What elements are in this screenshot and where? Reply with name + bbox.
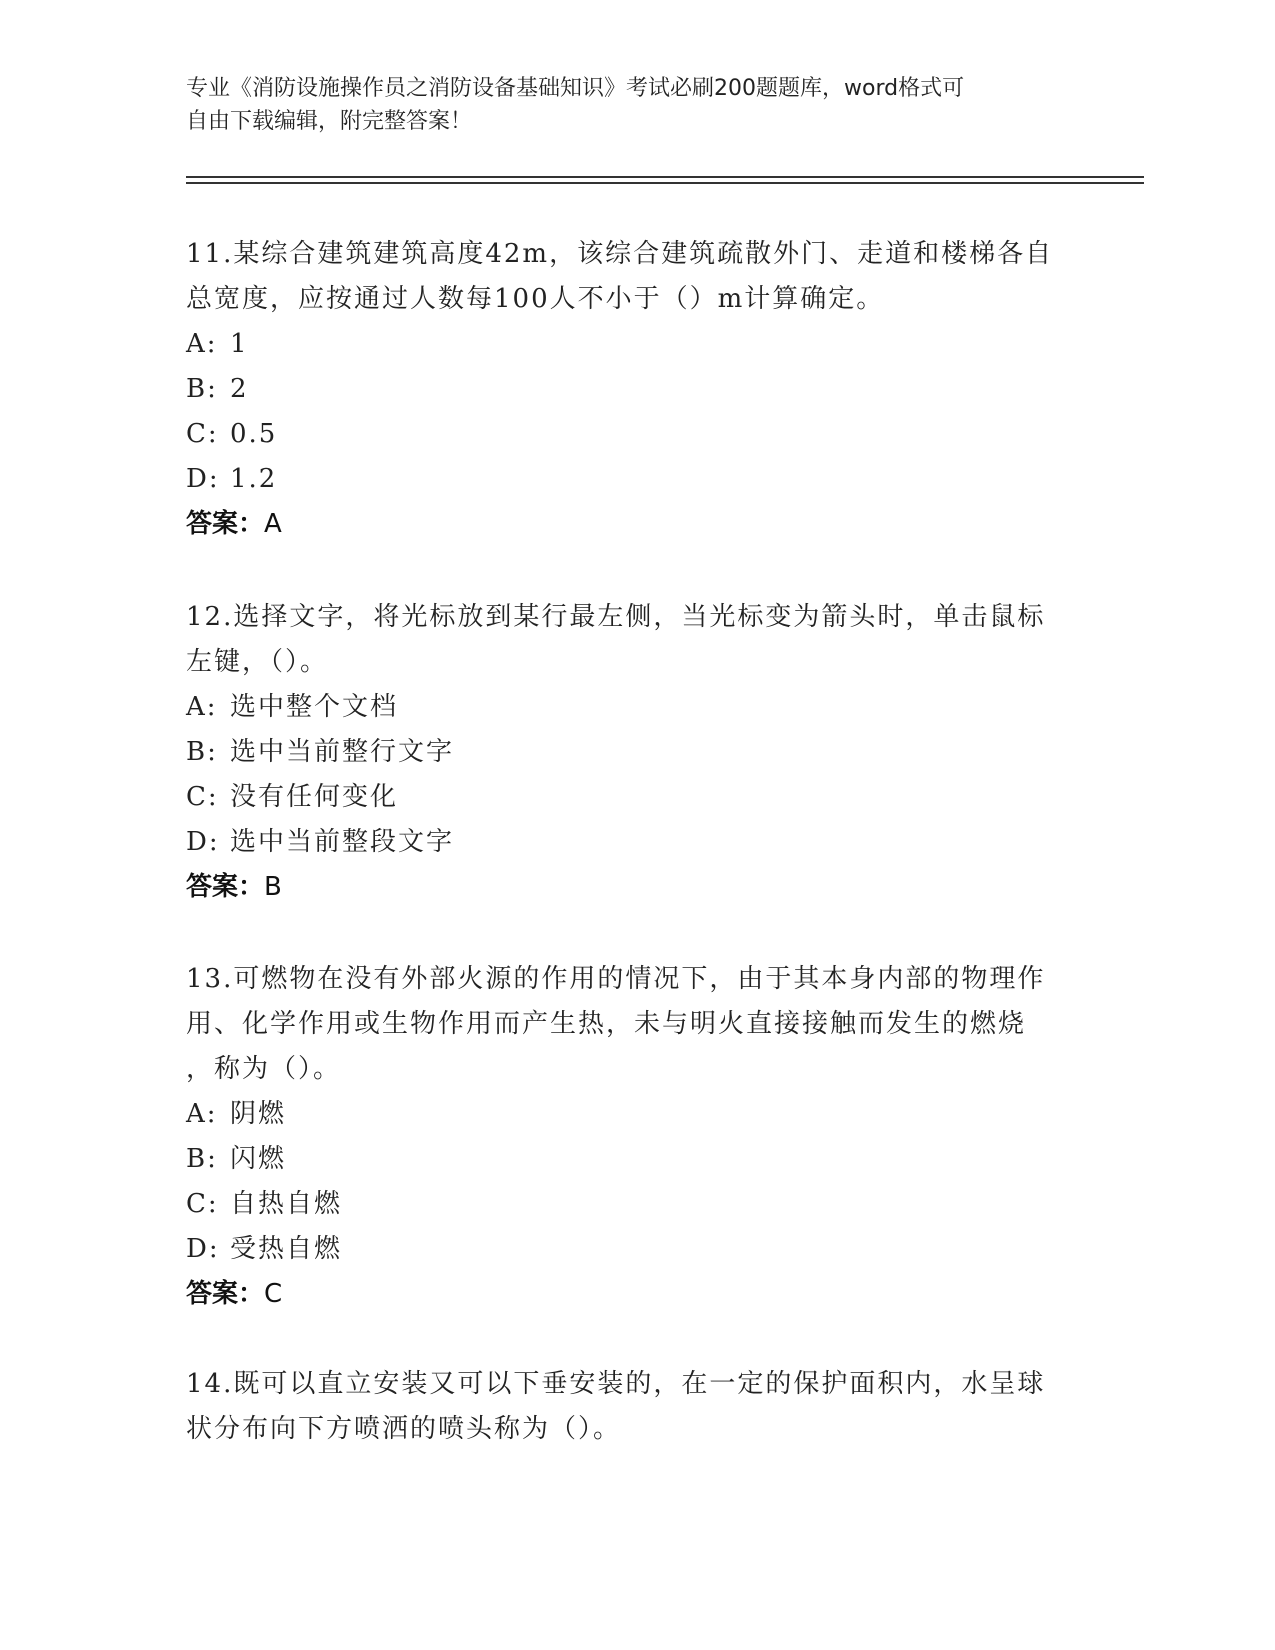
option-text: 受热自燃 <box>230 1234 343 1264</box>
option-key: C: <box>186 1189 219 1219</box>
option-a <box>186 685 1076 730</box>
option-a <box>186 1092 1076 1137</box>
option-b <box>186 1137 1076 1182</box>
option-key: B: <box>186 1144 218 1174</box>
option-key: D: <box>186 464 220 494</box>
option-text: 选中整个文档 <box>230 692 399 722</box>
option-b <box>186 730 1076 775</box>
answer-value: C <box>264 1279 283 1309</box>
answer-label: 答案： <box>186 1279 265 1309</box>
question-stem-line: ，称为（）。 <box>186 1054 342 1084</box>
option-text: 选中当前整段文字 <box>230 827 455 857</box>
option-c <box>186 1182 1076 1227</box>
document-header <box>186 72 1066 138</box>
option-key: D: <box>186 827 220 857</box>
answer-label: 答案： <box>186 509 265 539</box>
question-stem-line: 用、化学作用或生物作用而产生热，未与明火直接接触而发生的燃烧 <box>186 1009 1027 1039</box>
answer-value: A <box>264 509 282 539</box>
option-text: 自热自燃 <box>230 1189 343 1219</box>
option-key: A: <box>186 1099 218 1129</box>
question-stem-line: 12.选择文字，将光标放到某行最左侧，当光标变为箭头时，单击鼠标 <box>186 602 1046 632</box>
option-text: 1.2 <box>230 464 278 494</box>
option-text: 阴燃 <box>230 1099 287 1129</box>
option-d <box>186 457 1076 502</box>
option-c <box>186 775 1076 820</box>
answer-value: B <box>264 872 282 902</box>
question-14 <box>186 1362 1076 1452</box>
option-text: 2 <box>230 374 249 404</box>
answer-line <box>186 502 1076 547</box>
option-key: B: <box>186 374 218 404</box>
question-stem-line: 11.某综合建筑建筑高度42m，该综合建筑疏散外门、走道和楼梯各自 <box>186 239 1054 269</box>
option-text: 选中当前整行文字 <box>230 737 455 767</box>
option-text: 闪燃 <box>230 1144 287 1174</box>
question-11 <box>186 232 1076 547</box>
option-b <box>186 367 1076 412</box>
answer-line <box>186 865 1076 910</box>
header-line-2: 自由下载编辑，附完整答案！ <box>186 109 473 134</box>
answer-line <box>186 1272 1076 1317</box>
option-c <box>186 412 1076 457</box>
option-text: 1 <box>230 329 249 359</box>
option-a <box>186 322 1076 367</box>
option-key: C: <box>186 782 219 812</box>
option-key: A: <box>186 692 218 722</box>
answer-label: 答案： <box>186 872 265 902</box>
header-divider-bottom <box>186 182 1144 184</box>
option-d <box>186 820 1076 865</box>
option-key: B: <box>186 737 218 767</box>
option-d <box>186 1227 1076 1272</box>
option-text: 没有任何变化 <box>230 782 399 812</box>
option-key: D: <box>186 1234 220 1264</box>
question-12 <box>186 595 1076 910</box>
option-text: 0.5 <box>230 419 278 449</box>
question-13 <box>186 957 1076 1317</box>
question-stem-line: 状分布向下方喷洒的喷头称为（）。 <box>186 1414 622 1444</box>
header-divider-top <box>186 176 1144 178</box>
question-stem-line: 左键，（）。 <box>186 647 329 677</box>
question-stem-line: 13.可燃物在没有外部火源的作用的情况下，由于其本身内部的物理作 <box>186 964 1046 994</box>
option-key: C: <box>186 419 219 449</box>
option-key: A: <box>186 329 218 359</box>
header-line-1: 专业《消防设施操作员之消防设备基础知识》考试必刷200题题库，word格式可 <box>186 76 965 101</box>
question-stem-line: 总宽度，应按通过人数每100人不小于（）m计算确定。 <box>186 284 885 314</box>
question-stem-line: 14.既可以直立安装又可以下垂安装的，在一定的保护面积内，水呈球 <box>186 1369 1046 1399</box>
